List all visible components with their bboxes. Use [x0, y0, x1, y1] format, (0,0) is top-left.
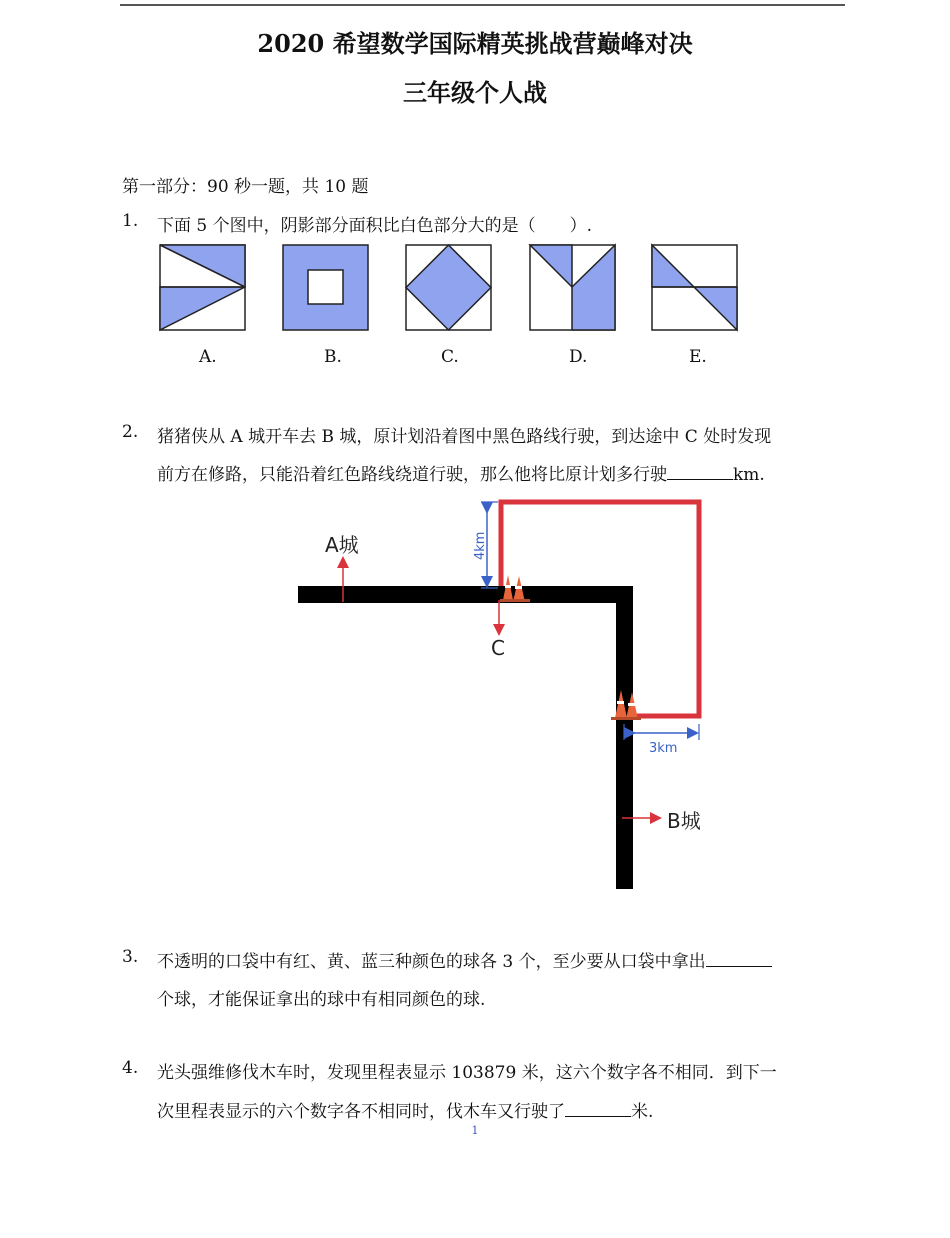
- page-number: 1: [471, 1124, 479, 1137]
- question-3-line2: 个球，才能保证拿出的球中有相同颜色的球.: [157, 990, 486, 1010]
- dim-3km-label: 3km: [649, 741, 678, 756]
- question-3-number: 3.: [122, 947, 139, 967]
- dim-4km-label: 4km: [473, 531, 488, 560]
- question-1-text: 下面 5 个图中，阴影部分面积比白色部分大的是（ ）.: [157, 216, 593, 236]
- question-2-line1: 猪猪侠从 A 城开车去 B 城，原计划沿着图中黑色路线行驶，到达途中 C 处时发现: [157, 427, 772, 447]
- question-2-unit: km.: [733, 465, 765, 485]
- question-4-number: 4.: [122, 1058, 139, 1078]
- question-4-line1: 光头强维修伐木车时，发现里程表显示 103879 米，这六个数字各不相同．到下一: [157, 1063, 777, 1083]
- page-subtitle: 三年级个人战: [403, 78, 547, 107]
- question-4-line2: [157, 1097, 653, 1122]
- answer-blank: [565, 1102, 631, 1117]
- option-d-label: D.: [569, 347, 588, 367]
- question-2-line2-text: 前方在修路，只能沿着红色路线绕道行驶，那么他将比原计划多行驶: [157, 465, 667, 485]
- question-3-line1: [157, 947, 772, 972]
- option-c-label: C.: [441, 347, 459, 367]
- option-e-label: E.: [689, 347, 707, 367]
- question-4-unit: 米.: [631, 1102, 654, 1122]
- detour-route: [501, 502, 699, 716]
- road-horizontal: [298, 586, 633, 603]
- option-b-label: B.: [324, 347, 342, 367]
- section-label: 第一部分：90 秒一题，共 10 题: [122, 177, 369, 197]
- page-title: 2020 希望数学国际精英挑战营巅峰对决: [257, 29, 693, 58]
- question-2-number: 2.: [122, 422, 139, 442]
- question-4-line2-text: 次里程表显示的六个数字各不相同时，伐木车又行驶了: [157, 1102, 565, 1122]
- city-a-label: A城: [325, 533, 359, 557]
- question-1-number: 1.: [122, 211, 139, 231]
- option-a-label: A.: [199, 347, 217, 367]
- point-c-label: C: [491, 636, 505, 660]
- city-b-label: B城: [667, 809, 701, 833]
- answer-blank: [706, 952, 772, 967]
- question-3-line1-text: 不透明的口袋中有红、黄、蓝三种颜色的球各 3 个，至少要从口袋中拿出: [157, 952, 706, 972]
